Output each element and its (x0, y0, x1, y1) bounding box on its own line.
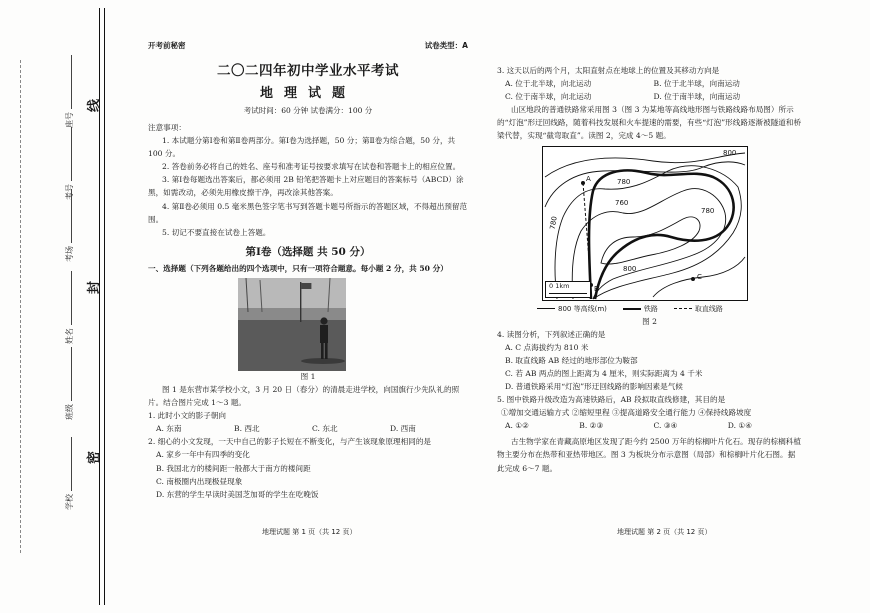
notice-title: 注意事项： (148, 123, 186, 132)
question-3-options (497, 77, 802, 103)
page-1 (148, 40, 468, 501)
question-5: 5. 图中铁路升级改造为高速铁路后，AB 段拟取直线修建，其目的是 (497, 395, 726, 405)
q4-option-d: D. 普通铁路采用“灯泡”形迂回线路的影响因素是气候 (505, 381, 683, 391)
exam-title: 二〇二四年初中学业水平考试 (217, 63, 399, 79)
question-3: 3. 这天以后的两个月，太阳直射点在地球上的位置及其移动方向是 (497, 66, 720, 75)
scale-bar (545, 281, 591, 298)
footer-page-1: 地理试题 第 1 页（共 12 页） (262, 528, 357, 536)
q2-option-c: C. 南极圈内出现极昼现象 (156, 476, 243, 486)
q1-option-d: D. 西南 (390, 424, 416, 434)
part1-title: 第Ⅰ卷（选择题 共 50 分） (245, 245, 371, 258)
footer-page-2: 地理试题 第 2 页（共 12 页） (617, 528, 712, 536)
contour-map (542, 146, 748, 301)
notice-4: 4. 第Ⅱ卷必须用 0.5 毫米黑色签字笔书写到答题卡题号所指示的答题区域，不得超出预留范围。 (148, 201, 468, 224)
photo-illustration (238, 278, 346, 371)
q4-option-a: A. C 点海拔约为 810 米 (505, 342, 589, 352)
class-field: 班级 (64, 347, 75, 420)
contour-lines (543, 147, 747, 300)
q5-option-b: B. ②③ (579, 421, 604, 431)
legend-straight-route: 取直线路 (674, 304, 723, 314)
legend-contour: 800 等高线(m) (537, 304, 607, 314)
cut-line (20, 60, 21, 553)
room-field: 考场 (64, 189, 75, 262)
figure-1-caption: 图 1 (300, 371, 316, 381)
figure-1-photo (238, 278, 346, 371)
contour-label-780-a: 780 (617, 177, 631, 186)
binding-rule-inner (104, 8, 105, 605)
section1-instructions: 一、选择题（下列各题给出的四个选项中，只有一项符合题意。每小题 2 分，共 50 分） (148, 263, 448, 273)
contour-label-780-c: 780 (701, 206, 715, 215)
q5-choices: ①增加交通运输方式 ②缩短里程 ③提高道路安全通行能力 ④保持线路坡度 (501, 408, 752, 418)
time-line: 考试时间：60 分钟 试卷满分：100 分 (243, 106, 373, 115)
figure-2-caption: 图 2 (642, 316, 657, 326)
question-1: 1. 此时小文的影子朝向 (148, 411, 227, 421)
q3-option-c: C. 位于南半球，向北运动 (505, 92, 592, 102)
q2-option-d: D. 东营的学生早读时美国芝加哥的学生在吃晚饭 (156, 489, 319, 499)
seal-seal-char: 封 (87, 280, 103, 295)
question-5-options (497, 419, 802, 432)
contour-label-780-b: 780 (548, 215, 559, 230)
q1-option-c: C. 东北 (312, 424, 338, 434)
q2-option-a: A. 家乡一年中有四季的变化 (156, 450, 250, 460)
q3-option-a: A. 位于北半球，向北运动 (505, 79, 592, 89)
binding-rule (99, 8, 100, 605)
q5-option-c: C. ③④ (653, 421, 678, 431)
intro-q6-7: 古生物学家在青藏高原地区发现了距今约 2500 万年的棕榈叶片化石。现存的棕榈科植物主要分布在热带和亚热带地区。图 3 为板块分布示意图（局部）和棕榈叶片化石图。据此完成 6～7 题。 (497, 437, 801, 473)
q4-option-b: B. 取直线路 AB 经过的地形部位为鞍部 (505, 355, 638, 365)
point-a-label: A (586, 174, 591, 183)
q4-option-c: C. 若 AB 两点的图上距离为 4 厘米，则实际距离为 4 千米 (505, 368, 703, 378)
binding-margin (0, 0, 105, 613)
seal-line-char: 线 (87, 98, 103, 113)
q5-option-d: D. ①④ (727, 421, 753, 431)
q3-option-d: D. 位于南半球，向南运动 (653, 92, 741, 102)
point-c-label: C (697, 272, 702, 281)
notice-3: 3. 第Ⅰ卷每题选出答案后，都必须用 2B 铅笔把答题卡上对应题目的答案标号（ABCD）涂黑，如需改动，必须先用橡皮擦干净，再改涂其他答案。 (148, 175, 464, 198)
contour-label-800-top: 800 (723, 148, 737, 157)
school-field: 学校 (64, 437, 75, 510)
notice-5: 5. 切记不要直接在试卷上答题。 (162, 227, 271, 237)
notice-2: 2. 答卷前务必将自己的姓名、座号和准考证号按要求填写在试卷和答题卡上的相应位置。 (162, 162, 461, 172)
contour-label-760: 760 (615, 198, 629, 207)
intro-q1-3: 图 1 是东营市某学校小文，3 月 20 日（春分）的清晨走进学校，向国旗行少先队礼的照片。结合图片完成 1～3 题。 (148, 384, 460, 408)
name-field: 姓名 (64, 271, 75, 344)
q2-option-b: B. 我国北方的楼间距一般都大于南方的楼间距 (156, 463, 311, 473)
q1-option-a: A. 东南 (156, 424, 182, 434)
question-1-options (148, 422, 468, 435)
legend-railway: 铁路 (623, 304, 658, 314)
notice-1: 1. 本试题分第Ⅰ卷和第Ⅱ卷两部分。第Ⅰ卷为选择题，50 分；第Ⅱ卷为综合题，50 分，共 100 分。 (148, 136, 456, 159)
q3-option-b: B. 位于北半球，向南运动 (653, 79, 740, 89)
seat-field: 座号 (64, 55, 75, 128)
contour-label-800-bottom: 800 (623, 264, 637, 273)
q1-option-b: B. 西北 (234, 424, 260, 434)
point-b-label: B (594, 284, 599, 293)
subject-title: 地理试题 (259, 86, 356, 101)
map-legend (537, 304, 802, 314)
scale-label: 0 1km (549, 281, 570, 290)
secret-label: 开考前秘密 (148, 41, 186, 50)
exam-no-field: 考号 (64, 127, 75, 200)
seal-secret-char: 密 (87, 450, 103, 465)
intro-q4-5: 山区地段的普通铁路常采用图 3（图 3 为某地等高线地形图与铁路线路布局图）所示的“灯泡”形迂回线路，随着科技发展和火车提速的需要，有些“灯泡”形线路逐渐被隧道和桥梁代替，实现“截弯取直”。读图 2，完成 4～5 题。 (497, 105, 802, 141)
question-2: 2. 细心的小文发现，一天中自己的影子长短在不断变化，与产生该现象原理相同的是 (148, 437, 432, 447)
page-2 (497, 40, 802, 475)
paper-type: 试卷类型：A (424, 41, 468, 50)
question-4: 4. 读图分析，下列叙述正确的是 (497, 329, 606, 339)
header-row (148, 40, 468, 52)
q5-option-a: A. ①② (505, 421, 529, 431)
